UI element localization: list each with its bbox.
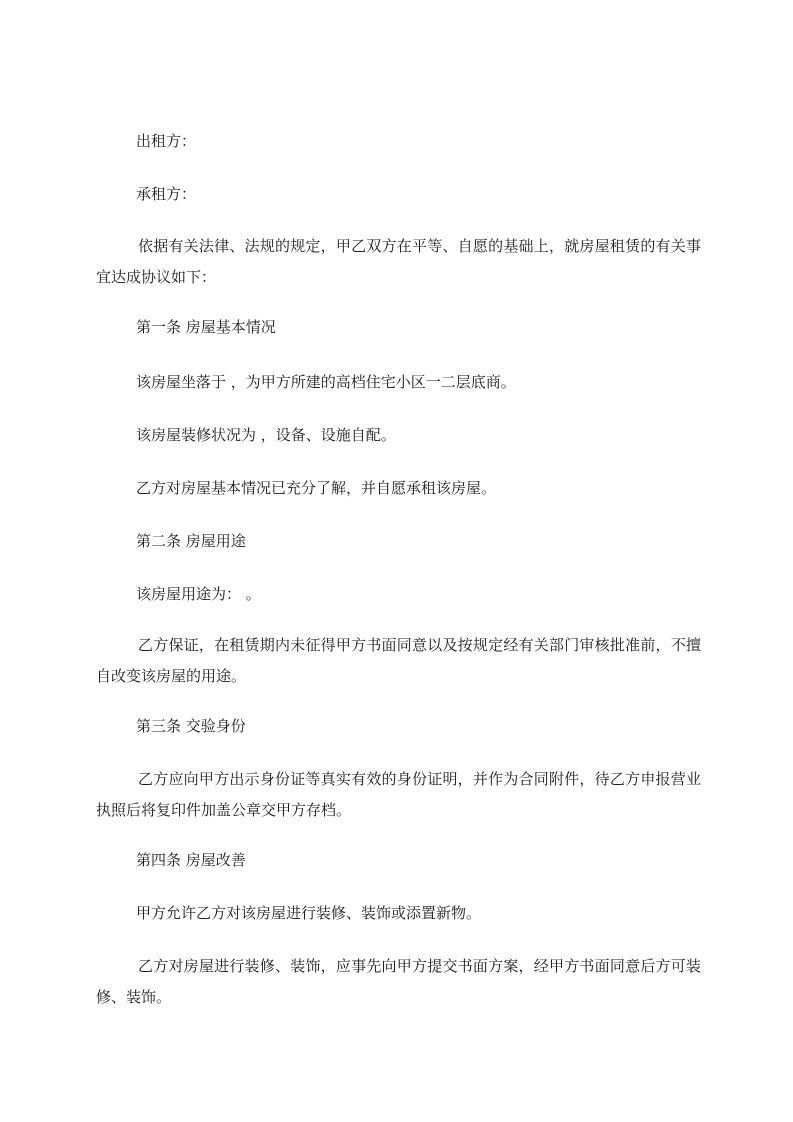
article-2-paragraph-2: 乙方保证，在租赁期内未征得甲方书面同意以及按规定经有关部门审核批准前，不擅自改变该房屋的用途。 [96, 636, 701, 685]
lessee-label: 承租方： [136, 185, 197, 203]
article-2-paragraph-1: 该房屋用途为： 。 [136, 585, 261, 603]
lessor-label: 出租方： [136, 132, 197, 150]
article-3-paragraph-1: 乙方应向甲方出示身份证等真实有效的身份证明，并作为合同附件，待乙方申报营业执照后将复印件加盖公章交甲方存档。 [96, 770, 701, 819]
article-4-paragraph-2: 乙方对房屋进行装修、装饰，应事先向甲方提交书面方案，经甲方书面同意后方可装修、装饰。 [96, 957, 701, 1006]
article-2-heading: 第二条 房屋用途 [136, 532, 246, 550]
article-1-paragraph-3: 乙方对房屋基本情况已充分了解，并自愿承租该房屋。 [136, 479, 497, 497]
article-3-heading: 第三条 交验身份 [136, 717, 246, 735]
article-4-heading: 第四条 房屋改善 [136, 851, 246, 869]
article-1-paragraph-2: 该房屋装修状况为 ，设备、设施自配。 [136, 426, 396, 444]
article-1-heading: 第一条 房屋基本情况 [136, 318, 276, 336]
preamble-paragraph: 依据有关法律、法规的规定，甲乙双方在平等、自愿的基础上，就房屋租赁的有关事宜达成协议如下： [96, 237, 701, 286]
article-4-paragraph-1: 甲方允许乙方对该房屋进行装修、装饰或添置新物。 [136, 904, 482, 922]
article-1-paragraph-1: 该房屋坐落于 ，为甲方所建的高档住宅小区一二层底商。 [136, 373, 516, 391]
